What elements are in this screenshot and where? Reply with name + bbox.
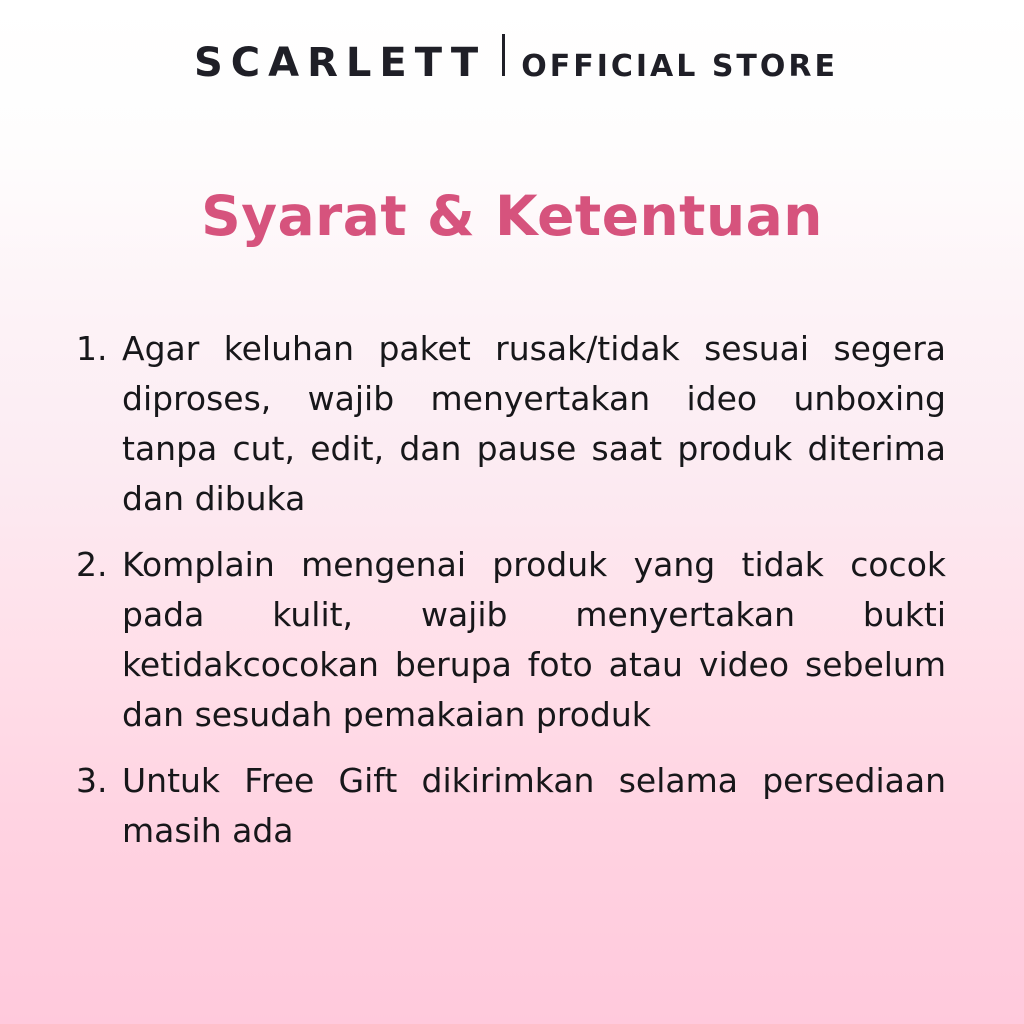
list-item-number: 2. [76,545,108,584]
list-item [76,756,946,856]
store-header [0,34,1024,85]
list-item-text: Komplain mengenai produk yang tidak cocok pada kulit, wajib menyertakan bukti ketidakcocokan berupa foto atau video sebelum dan sesudah pemakaian produk [122,545,946,734]
header-divider [502,34,505,76]
list-item-number: 3. [76,761,108,800]
brand-logo-text: SCARLETT [193,40,487,86]
list-item-text: Untuk Free Gift dikirimkan selama persediaan masih ada [122,761,946,850]
list-item-number: 1. [76,329,108,368]
list-item [76,324,946,524]
page-title: Syarat & Ketentuan [201,184,823,248]
store-label: OFFICIAL STORE [521,49,838,84]
list-item-text: Agar keluhan paket rusak/tidak sesuai segera diproses, wajib menyertakan ideo unboxing tanpa cut, edit, dan pause saat produk diterima dan dibuka [122,329,946,518]
list-item [76,540,946,740]
terms-list [76,324,946,872]
